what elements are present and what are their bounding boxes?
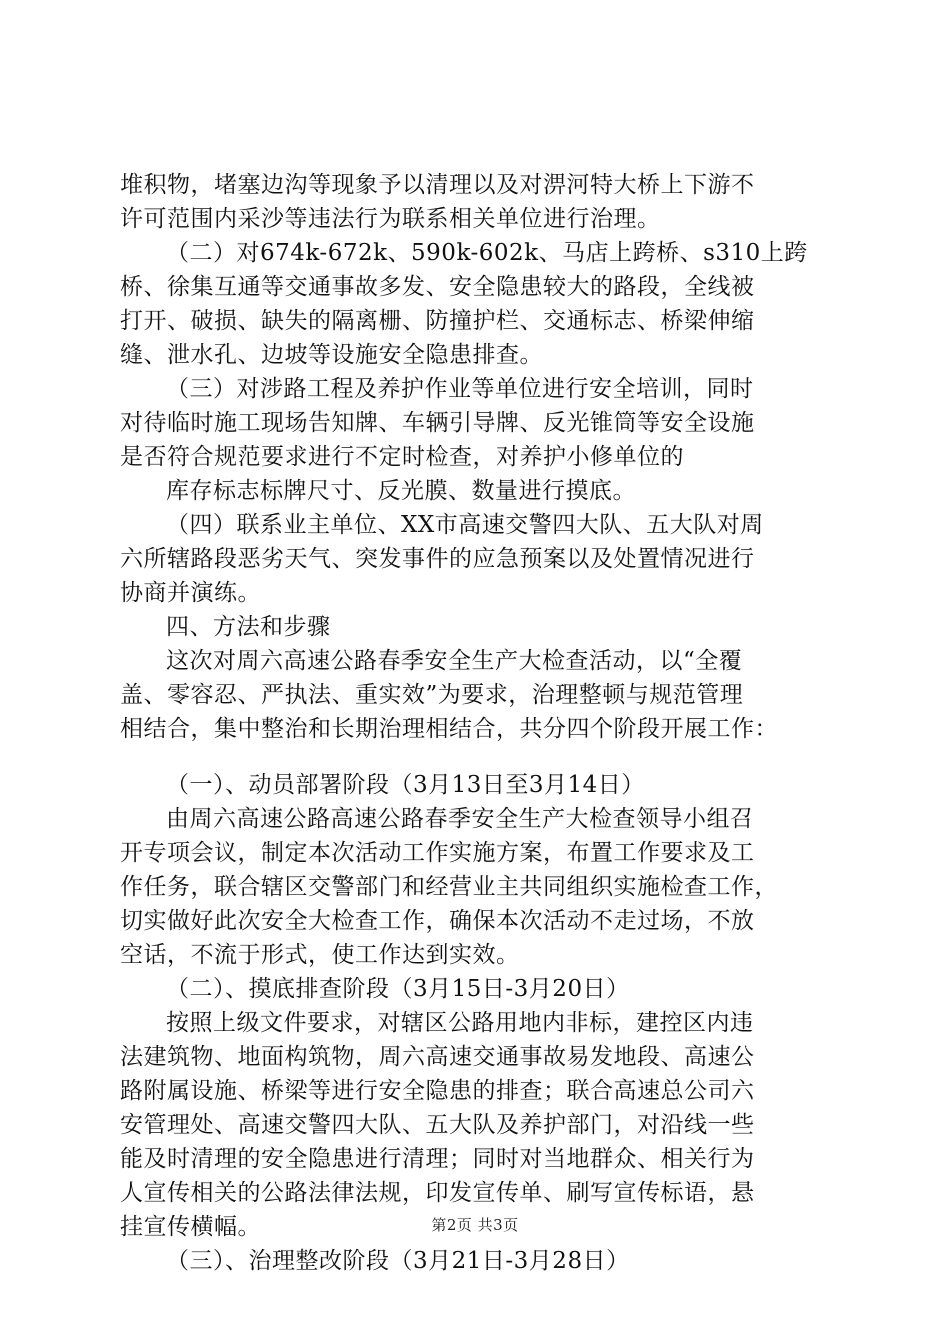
text-line: 盖、零容忍、严执法、重实效”为要求，治理整顿与规范管理 xyxy=(120,682,744,708)
text-line: 空话，不流于形式，使工作达到实效。 xyxy=(120,942,520,968)
text-line: 桥、徐集互通等交通事故多发、安全隐患较大的路段，全线被 xyxy=(120,274,755,300)
text-line: 相结合，集中整治和长期治理相结合，共分四个阶段开展工作： xyxy=(120,716,778,742)
text-line: 能及时清理的安全隐患进行清理；同时对当地群众、相关行为 xyxy=(120,1146,755,1172)
text-line: 许可范围内采沙等违法行为联系相关单位进行治理。 xyxy=(120,206,661,232)
text-line: 对待临时施工现场告知牌、车辆引导牌、反光锥筒等安全设施 xyxy=(120,410,755,436)
text-line: 按照上级文件要求，对辖区公路用地内非标，建控区内违 xyxy=(166,1010,754,1036)
text-line: （四）联系业主单位、XX市高速交警四大队、五大队对周 xyxy=(166,512,764,538)
stage-heading: （一）、动员部署阶段（3月13日至3月14日） xyxy=(166,772,645,798)
stage-heading: （二）、摸底排查阶段（3月15日-3月20日） xyxy=(166,976,630,1002)
text-line: 人宣传相关的公路法律法规，印发宣传单、刷写宣传标语，悬 xyxy=(120,1180,755,1206)
text-line: 开专项会议，制定本次活动工作实施方案，布置工作要求及工 xyxy=(120,840,755,866)
page-footer: 第2页 共3页 xyxy=(431,1216,519,1234)
text-line: 堆积物，堵塞边沟等现象予以清理以及对淠河特大桥上下游不 xyxy=(120,172,755,198)
text-line: 缝、泄水孔、边坡等设施安全隐患排查。 xyxy=(120,342,543,368)
text-line: 六所辖路段恶劣天气、突发事件的应急预案以及处置情况进行 xyxy=(120,546,755,572)
text-line: 库存标志标牌尺寸、反光膜、数量进行摸底。 xyxy=(166,478,636,504)
text-line: （二）对674k-672k、590k-602k、马店上跨桥、s310上跨 xyxy=(166,240,808,266)
text-line: （三）对涉路工程及养护作业等单位进行安全培训，同时 xyxy=(166,376,754,402)
text-line: 打开、破损、缺失的隔离栅、防撞护栏、交通标志、桥梁伸缩 xyxy=(120,308,755,334)
text-line: 作任务，联合辖区交警部门和经营业主共同组织实施检查工作， xyxy=(120,874,778,900)
text-line: 由周六高速公路高速公路春季安全生产大检查领导小组召 xyxy=(166,806,754,832)
text-line: 挂宣传横幅。 xyxy=(120,1214,261,1240)
text-line: 法建筑物、地面构筑物，周六高速交通事故易发地段、高速公 xyxy=(120,1044,755,1070)
text-line: 切实做好此次安全大检查工作，确保本次活动不走过场，不放 xyxy=(120,908,755,934)
text-line: 协商并演练。 xyxy=(120,580,261,606)
text-line: 是否符合规范要求进行不定时检查，对养护小修单位的 xyxy=(120,444,684,470)
text-line: 路附属设施、桥梁等进行安全隐患的排查；联合高速总公司六 xyxy=(120,1078,755,1104)
text-line: 安管理处、高速交警四大队、五大队及养护部门，对沿线一些 xyxy=(120,1112,755,1138)
section-heading: 四、方法和步骤 xyxy=(166,614,331,640)
text-line: 这次对周六高速公路春季安全生产大检查活动，以“全覆 xyxy=(166,648,743,674)
stage-heading: （三）、治理整改阶段（3月21日-3月28日） xyxy=(166,1248,630,1274)
